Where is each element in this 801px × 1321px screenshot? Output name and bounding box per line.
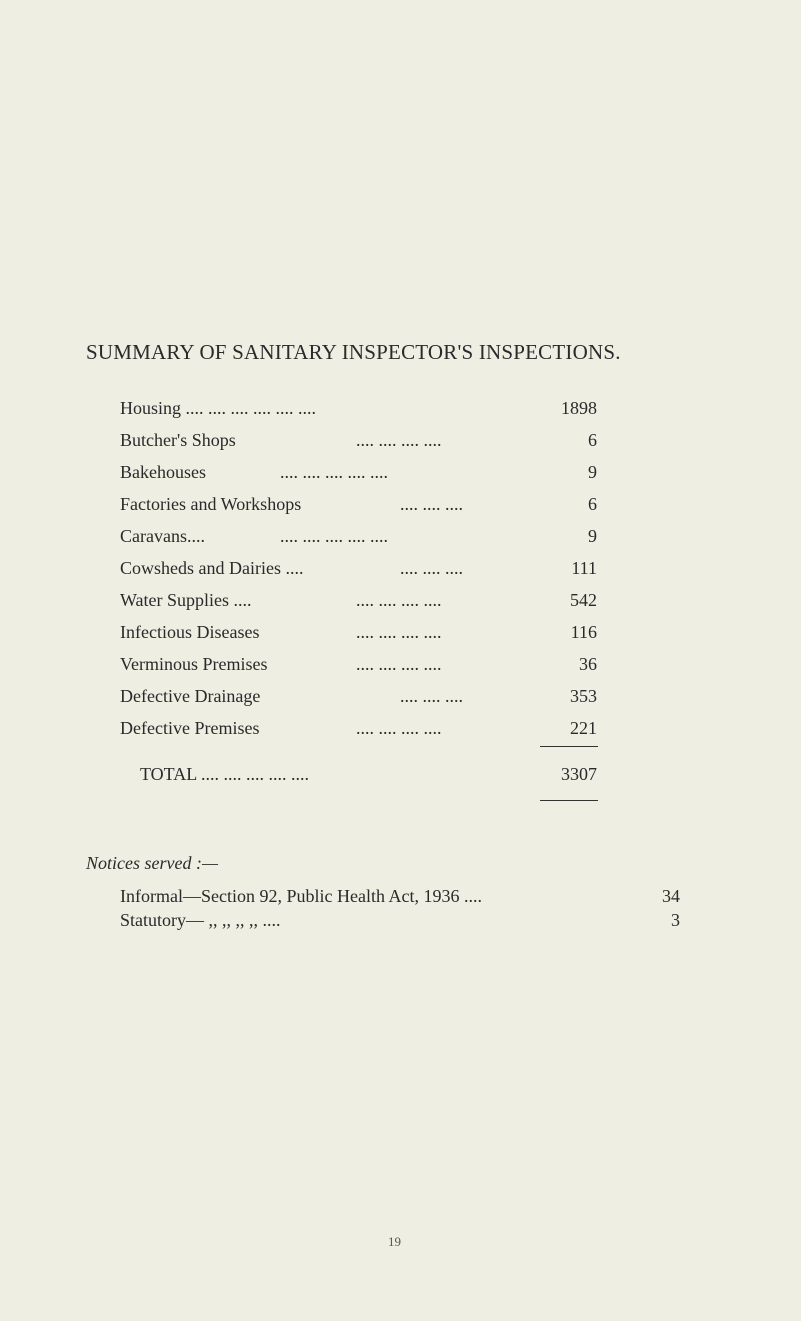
row-value: 9: [588, 526, 597, 546]
table-row: [120, 622, 600, 648]
row-leader-dots: .... .... .... ....: [356, 718, 442, 738]
row-label: Water Supplies ....: [120, 590, 252, 610]
row-leader-dots: .... .... .... .... ....: [280, 462, 388, 482]
page-title: SUMMARY OF SANITARY INSPECTOR'S INSPECTIONS.: [86, 340, 621, 364]
row-value: 116: [570, 622, 597, 642]
table-row: [120, 654, 600, 680]
row-label: Factories and Workshops: [120, 494, 302, 514]
row-leader-dots: .... .... ....: [400, 686, 463, 706]
row-value: 353: [570, 686, 597, 706]
total-row: [120, 764, 600, 790]
row-leader-dots: .... .... .... ....: [356, 590, 442, 610]
notice-label: Statutory— ,, ,, ,, ,, ....: [120, 910, 281, 930]
table-row: [120, 590, 600, 616]
notice-value: 3: [671, 910, 680, 930]
row-value: 221: [570, 718, 597, 738]
row-leader-dots: .... .... .... .... ....: [280, 526, 388, 546]
row-leader-dots: .... .... .... ....: [356, 430, 442, 450]
table-row: [120, 462, 600, 488]
row-value: 111: [571, 558, 597, 578]
notice-row-informal: [120, 886, 680, 912]
notices-heading: Notices served :—: [86, 853, 218, 873]
row-label: Housing .... .... .... .... .... ....: [120, 398, 317, 418]
table-row: [120, 398, 600, 424]
total-label: TOTAL .... .... .... .... ....: [140, 764, 310, 784]
row-leader-dots: .... .... ....: [400, 558, 463, 578]
row-label: Defective Premises: [120, 718, 260, 738]
row-label: Butcher's Shops: [120, 430, 236, 450]
table-row: [120, 718, 600, 744]
row-label: Bakehouses: [120, 462, 206, 482]
row-label: Caravans....: [120, 526, 205, 546]
row-leader-dots: .... .... .... ....: [356, 622, 442, 642]
subtotal-rule: [540, 746, 598, 747]
table-row: [120, 686, 600, 712]
table-row: [120, 430, 600, 456]
page-number: 19: [388, 1234, 401, 1249]
row-value: 36: [579, 654, 597, 674]
row-value: 1898: [561, 398, 597, 418]
row-leader-dots: .... .... .... ....: [356, 654, 442, 674]
row-label: Cowsheds and Dairies ....: [120, 558, 304, 578]
notice-value: 34: [662, 886, 680, 906]
table-row: [120, 494, 600, 520]
notice-row-statutory: [120, 910, 680, 936]
row-label: Defective Drainage: [120, 686, 261, 706]
total-rule: [540, 800, 598, 801]
table-row: [120, 558, 600, 584]
row-value: 6: [588, 430, 597, 450]
row-label: Infectious Diseases: [120, 622, 260, 642]
table-row: [120, 526, 600, 552]
notice-label: Informal—Section 92, Public Health Act, 1936 ....: [120, 886, 482, 906]
row-value: 542: [570, 590, 597, 610]
row-leader-dots: .... .... ....: [400, 494, 463, 514]
row-label: Verminous Premises: [120, 654, 268, 674]
row-value: 6: [588, 494, 597, 514]
row-value: 9: [588, 462, 597, 482]
total-value: 3307: [561, 764, 597, 784]
